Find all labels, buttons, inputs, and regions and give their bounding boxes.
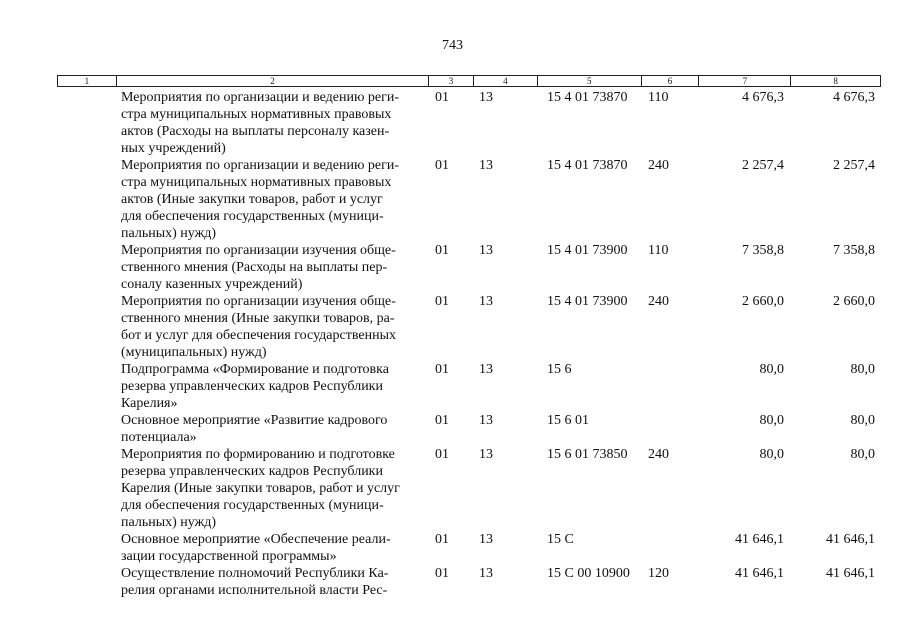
table-header xyxy=(57,75,881,87)
row-col-8: 7 358,8 xyxy=(833,243,875,258)
header-col-8: 8 xyxy=(833,76,838,86)
row-col-6: 240 xyxy=(648,294,669,309)
row-col-7: 41 646,1 xyxy=(735,532,784,547)
row-col-8: 41 646,1 xyxy=(826,532,875,547)
header-col-5: 5 xyxy=(538,76,642,86)
row-col-7: 80,0 xyxy=(759,413,784,428)
row-col-3: 01 xyxy=(435,413,449,428)
header-col-4: 4 xyxy=(474,76,538,86)
row-col-7: 7 358,8 xyxy=(742,243,784,258)
row-col-7: 80,0 xyxy=(759,362,784,377)
row-col-7: 2 660,0 xyxy=(742,294,784,309)
row-col-6: 240 xyxy=(648,158,669,173)
row-col-7: 41 646,1 xyxy=(735,566,784,581)
table-row xyxy=(0,412,905,446)
row-col-3: 01 xyxy=(435,294,449,309)
row-col-5: 15 6 xyxy=(547,362,572,377)
row-col-8: 80,0 xyxy=(850,447,875,462)
header-col-1: 1 xyxy=(58,76,117,86)
row-name: Подпрограмма «Формирование и подготовка резерва управленческих кадров Республики Карелия» xyxy=(121,362,389,411)
table-row xyxy=(0,361,905,412)
row-name: Мероприятия по формированию и подготовке резерва управленческих кадров Республики Карелия (Иные закупки товаров, работ и услуг для обеспечения государственных (муници- пальных) нужд) xyxy=(121,447,400,530)
row-col-8: 41 646,1 xyxy=(826,566,875,581)
row-col-3: 01 xyxy=(435,532,449,547)
row-col-3: 01 xyxy=(435,243,449,258)
row-col-3: 01 xyxy=(435,362,449,377)
table-row xyxy=(0,293,905,361)
row-col-5: 15 6 01 xyxy=(547,413,589,428)
row-col-6: 240 xyxy=(648,447,669,462)
row-col-4: 13 xyxy=(479,413,493,428)
row-col-4: 13 xyxy=(479,158,493,173)
header-col-3: 3 xyxy=(429,76,474,86)
row-col-4: 13 xyxy=(479,532,493,547)
row-col-5: 15 6 01 73850 xyxy=(547,447,628,462)
row-col-6: 120 xyxy=(648,566,669,581)
row-col-4: 13 xyxy=(479,447,493,462)
row-col-3: 01 xyxy=(435,158,449,173)
row-col-8: 80,0 xyxy=(850,413,875,428)
table-body xyxy=(0,89,905,599)
row-name: Основное мероприятие «Обеспечение реали- зации государственной программы» xyxy=(121,532,391,564)
row-col-4: 13 xyxy=(479,362,493,377)
header-col-7: 7 xyxy=(699,76,791,86)
row-col-8: 80,0 xyxy=(850,362,875,377)
row-col-3: 01 xyxy=(435,447,449,462)
row-col-6: 110 xyxy=(648,243,669,258)
header-col-6: 6 xyxy=(642,76,700,86)
row-col-7: 80,0 xyxy=(759,447,784,462)
table-row xyxy=(0,446,905,531)
row-col-5: 15 4 01 73870 xyxy=(547,158,628,173)
row-name: Осуществление полномочий Республики Ка- релия органами исполнительной власти Рес- xyxy=(121,566,389,598)
row-col-4: 13 xyxy=(479,294,493,309)
row-name: Мероприятия по организации и ведению реги- стра муниципальных нормативных правовых актов (Иные закупки товаров, работ и услуг для обеспечения государственных (муници- пальных) нужд) xyxy=(121,158,400,241)
table-row xyxy=(0,565,905,599)
table-row xyxy=(0,157,905,242)
row-col-4: 13 xyxy=(479,243,493,258)
row-col-5: 15 4 01 73900 xyxy=(547,243,628,258)
row-name: Мероприятия по организации изучения обще- ственного мнения (Расходы на выплаты пер- соналу казенных учреждений) xyxy=(121,243,396,292)
row-col-5: 15 С xyxy=(547,532,574,547)
row-name: Мероприятия по организации и ведению реги- стра муниципальных нормативных правовых актов (Расходы на выплаты персоналу казен- ных учреждений) xyxy=(121,90,400,156)
row-col-7: 4 676,3 xyxy=(742,90,784,105)
row-col-3: 01 xyxy=(435,90,449,105)
row-col-4: 13 xyxy=(479,566,493,581)
page-number: 743 xyxy=(442,38,463,53)
row-col-5: 15 4 01 73870 xyxy=(547,90,628,105)
table-row xyxy=(0,242,905,293)
row-col-8: 4 676,3 xyxy=(833,90,875,105)
row-col-3: 01 xyxy=(435,566,449,581)
row-col-5: 15 4 01 73900 xyxy=(547,294,628,309)
header-col-2: 2 xyxy=(117,76,429,86)
row-col-8: 2 257,4 xyxy=(833,158,875,173)
table-row xyxy=(0,89,905,157)
row-name: Основное мероприятие «Развитие кадрового потенциала» xyxy=(121,413,388,445)
row-col-6: 110 xyxy=(648,90,669,105)
row-col-8: 2 660,0 xyxy=(833,294,875,309)
row-col-7: 2 257,4 xyxy=(742,158,784,173)
row-name: Мероприятия по организации изучения обще- ственного мнения (Иные закупки товаров, ра- бот и услуг для обеспечения государственных (муниципальных) нужд) xyxy=(121,294,396,360)
table-row xyxy=(0,531,905,565)
row-col-4: 13 xyxy=(479,90,493,105)
row-col-5: 15 С 00 10900 xyxy=(547,566,630,581)
